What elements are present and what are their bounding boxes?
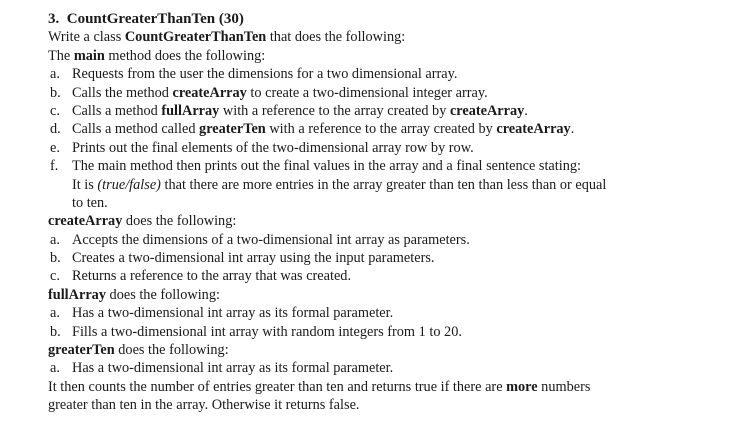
question-title (48, 10, 748, 28)
question-points: (30) (218, 11, 244, 27)
question-content (48, 10, 748, 415)
main-step-f: f. The main method then prints out the final values in the array and a final sentence stating: (50, 158, 581, 175)
intro-line: Write a class CountGreaterThanTen that does the following: (48, 29, 406, 46)
greater-ten-step-a: a. Has a two-dimensional int array as its formal parameter. (50, 360, 394, 377)
greater-ten-closing: It then counts the number of entries greater than ten and returns true if there are more numbers (48, 378, 591, 395)
greater-ten-heading: greaterTen does the following: (48, 342, 229, 359)
main-step-a: a. Requests from the user the dimensions for a two dimensional array. (50, 66, 458, 83)
full-array-heading: fullArray does the following: (48, 286, 220, 303)
full-array-step-b: b. Fills a two-dimensional int array with random integers from 1 to 20. (50, 323, 462, 340)
class-name: CountGreaterThanTen (124, 29, 267, 46)
create-array-heading: createArray does the following: (48, 213, 237, 230)
main-step-d: d. Calls a method called greaterTen with a reference to the array created by createArray. (50, 121, 575, 138)
true-false-placeholder: (true/false) (97, 176, 161, 193)
main-step-f-continued: It is (true/false) that there are more entries in the array greater than ten than less than or equal (72, 176, 607, 193)
question-number: 3. (48, 11, 60, 27)
main-step-f-end: to ten. (72, 194, 108, 211)
main-step-c: c. Calls a method fullArray with a reference to the array created by createArray. (50, 102, 528, 119)
greater-ten-closing-end: greater than ten in the array. Otherwise it returns false. (48, 397, 360, 414)
create-array-step-c: c. Returns a reference to the array that was created. (50, 268, 352, 285)
create-array-step-a: a. Accepts the dimensions of a two-dimensional int array as parameters. (50, 231, 470, 248)
full-array-step-a: a. Has a two-dimensional int array as its formal parameter. (50, 305, 394, 322)
main-step-e: e. Prints out the final elements of the two-dimensional array row by row. (50, 139, 474, 156)
main-keyword: main (73, 47, 105, 64)
question-name: CountGreaterThanTen (66, 11, 216, 27)
main-intro-line: The main method does the following: (48, 47, 266, 64)
main-step-b: b. Calls the method createArray to create a two-dimensional integer array. (50, 84, 488, 101)
create-array-step-b: b. Creates a two-dimensional int array using the input parameters. (50, 250, 435, 267)
